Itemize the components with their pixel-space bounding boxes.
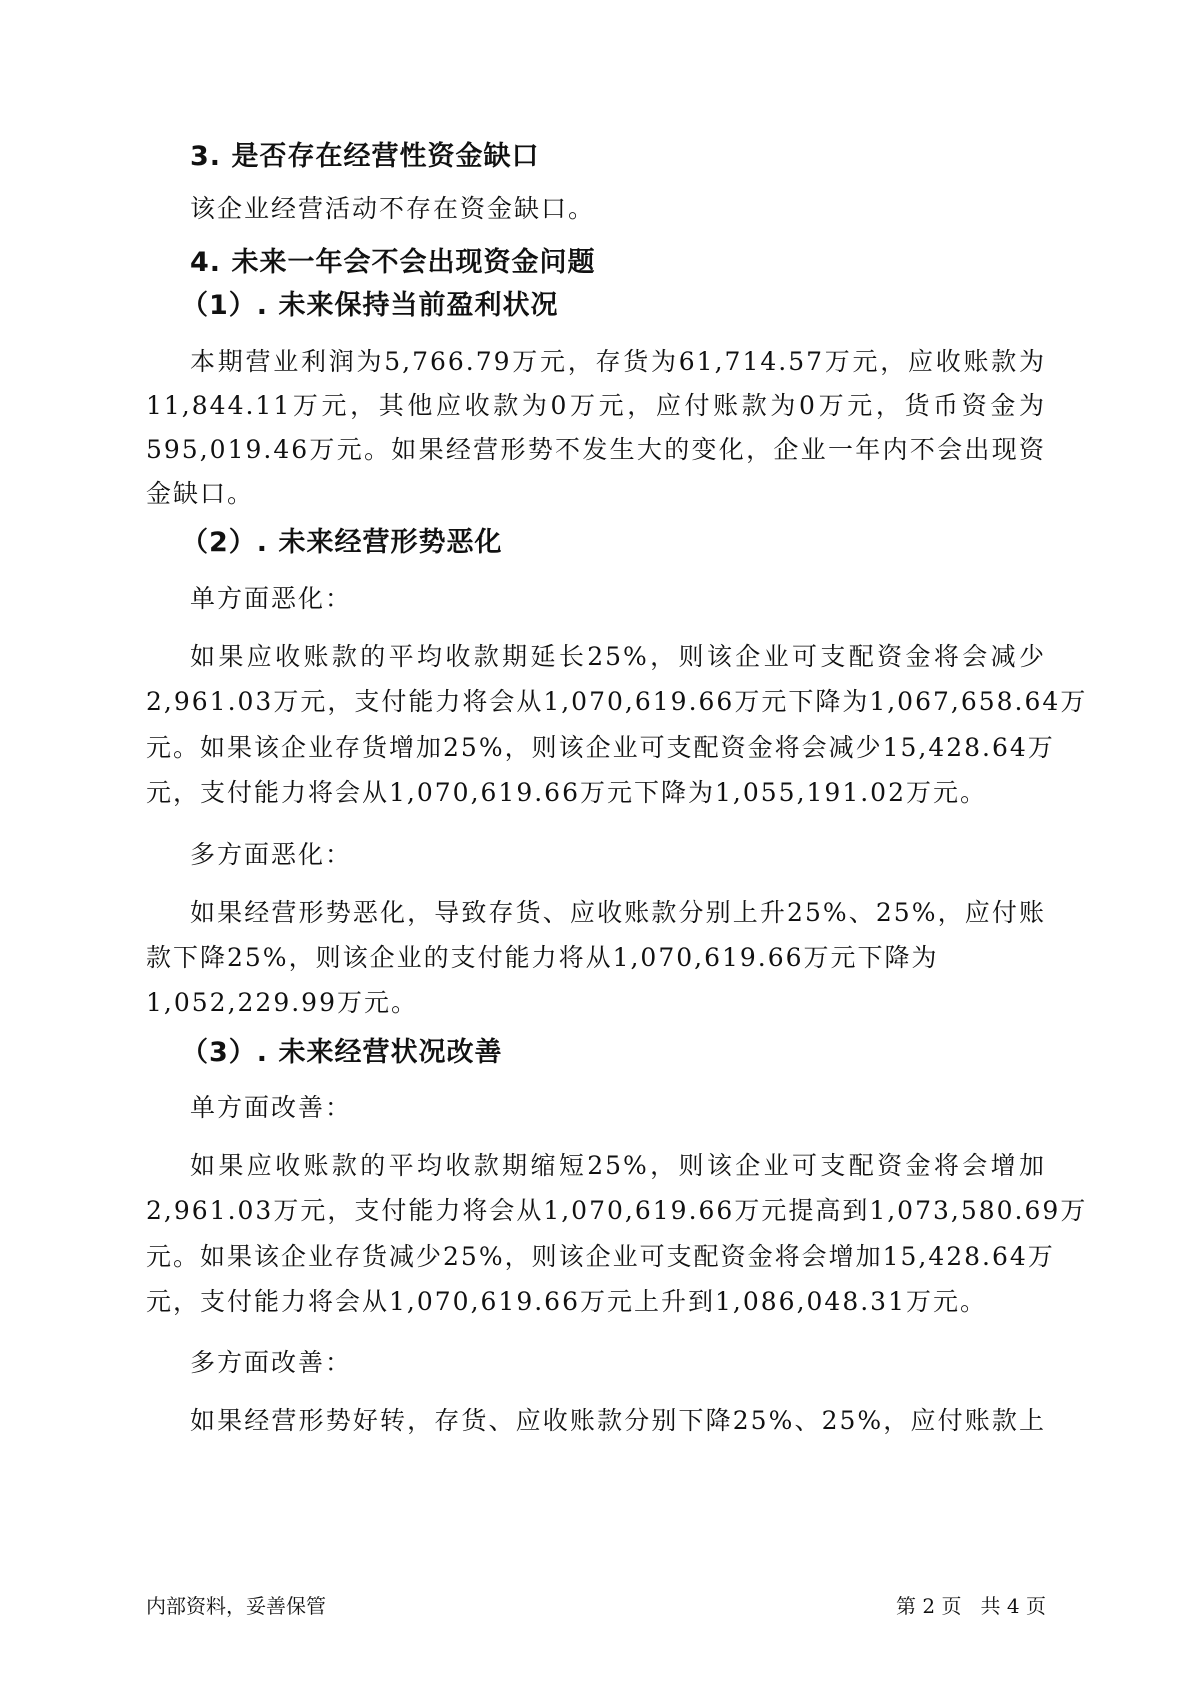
paragraph-maintain-line-3: 595,019.46万元。如果经营形势不发生大的变化，企业一年内不会出现资 [146,435,1046,464]
heading-improve: （3）. 未来经营状况改善 [181,1037,503,1068]
paragraph-multi-deteriorate-line-3: 1,052,229.99万元。 [146,988,418,1017]
heading-next-year-funding: 4. 未来一年会不会出现资金问题 [190,247,596,278]
paragraph-single-improve-line-3: 元。如果该企业存货减少25%，则该企业可支配资金将会增加15,428.64万 [146,1242,1055,1271]
paragraph-single-deteriorate-line-2: 2,961.03万元，支付能力将会从1,070,619.66万元下降为1,067,658.64万 [146,687,1088,716]
heading-funding-gap: 3. 是否存在经营性资金缺口 [190,141,540,172]
footer-confidential-note: 内部资料，妥善保管 [146,1594,326,1618]
paragraph-single-deteriorate-line-4: 元，支付能力将会从1,070,619.66万元下降为1,055,191.02万元。 [146,778,987,807]
paragraph-single-deteriorate-line-1: 如果应收账款的平均收款期延长25%，则该企业可支配资金将会减少 [190,642,1046,671]
paragraph-maintain-line-2: 11,844.11万元，其他应收款为0万元，应付账款为0万元，货币资金为 [146,391,1046,420]
paragraph-multi-deteriorate-line-1: 如果经营形势恶化，导致存货、应收账款分别上升25%、25%，应付账 [190,898,1046,927]
label-multi-deteriorate: 多方面恶化： [190,840,353,869]
footer-page-number: 第 2 页 共 4 页 [896,1594,1046,1618]
heading-maintain-profit: （1）. 未来保持当前盈利状况 [181,290,559,321]
paragraph-maintain-line-4: 金缺口。 [146,479,255,508]
label-single-deteriorate: 单方面恶化： [190,584,353,613]
paragraph-single-deteriorate-line-3: 元。如果该企业存货增加25%，则该企业可支配资金将会减少15,428.64万 [146,733,1055,762]
paragraph-single-improve-line-2: 2,961.03万元，支付能力将会从1,070,619.66万元提高到1,073,580.69万 [146,1196,1088,1225]
paragraph-multi-deteriorate-line-2: 款下降25%，则该企业的支付能力将从1,070,619.66万元下降为 [146,943,939,972]
label-multi-improve: 多方面改善： [190,1348,353,1377]
paragraph-maintain-line-1: 本期营业利润为5,766.79万元，存货为61,714.57万元，应收账款为 [190,347,1046,376]
paragraph-single-improve-line-1: 如果应收账款的平均收款期缩短25%，则该企业可支配资金将会增加 [190,1151,1046,1180]
paragraph-funding-gap: 该企业经营活动不存在资金缺口。 [190,194,596,223]
paragraph-multi-improve-line-1: 如果经营形势好转，存货、应收账款分别下降25%、25%，应付账款上 [190,1406,1046,1435]
paragraph-single-improve-line-4: 元，支付能力将会从1,070,619.66万元上升到1,086,048.31万元。 [146,1287,987,1316]
heading-deteriorate: （2）. 未来经营形势恶化 [181,527,503,558]
label-single-improve: 单方面改善： [190,1093,353,1122]
